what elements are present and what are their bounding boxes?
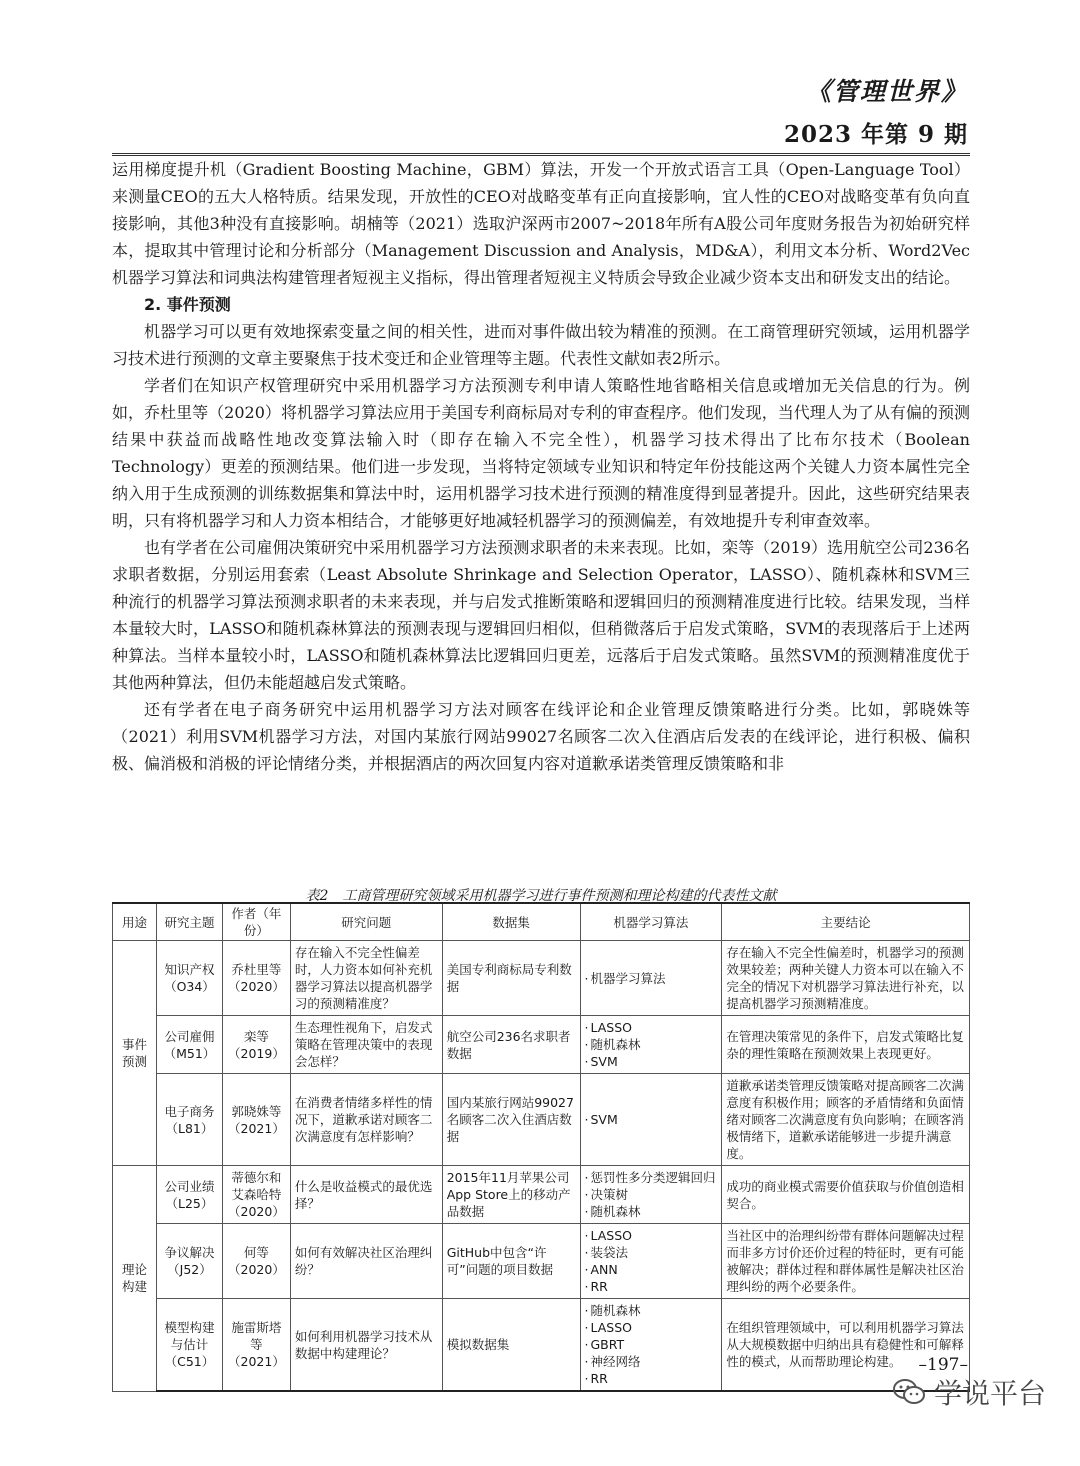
table-row: [113, 1224, 970, 1299]
purpose-cell: 理论构建: [113, 1166, 157, 1392]
algorithm-item: · RR: [585, 1278, 718, 1295]
algorithm-list: [585, 1019, 718, 1070]
topic-cell: 争议解决（J52）: [156, 1224, 222, 1299]
algorithm-list: [585, 1111, 718, 1128]
paragraph: 运用梯度提升机（Gradient Boosting Machine，GBM）算法，开发一个开放式语言工具（Open-Language Tool）来测量CEO的五大人格特质。结果发现，开放性的CEO对战略变革有正向直接影响，宜人性的CEO对战略变革有负向直接影响，其他3种没有直接影响。胡楠等（2021）选取沪深两市2007~2018年所有A股公司年度财务报告为初始研究样本，提取其中管理讨论和分析部分（Management Discussion and Analysis，MD&A），利用文本分析、Word2Vec机器学习算法和词典法构建管理者短视主义指标，得出管理者短视主义特质会导致企业减少资本支出和研发支出的结论。: [112, 160, 970, 287]
column-header: 研究问题: [290, 903, 442, 941]
conclusion-cell: 当社区中的治理纠纷带有群体问题解决过程而非多方讨价还价过程的特征时，更有可能被解决；群体过程和群体属性是解决社区治理纠纷的两个必要条件。: [722, 1224, 970, 1299]
question-cell: 什么是收益模式的最优选择？: [290, 1166, 442, 1224]
algorithm-item: · ANN: [585, 1261, 718, 1278]
algorithm-item: · 随机森林: [585, 1203, 718, 1220]
topic-cell: 电子商务（L81）: [156, 1074, 222, 1166]
conclusion-cell: 在组织管理领域中，可以利用机器学习算法从大规模数据中归纳出具有稳健性和可解释性的模式，从而帮助理论构建。: [722, 1299, 970, 1392]
journal-title: 《管理世界》: [805, 77, 968, 106]
author-cell: 蒂德尔和艾森哈特（2020）: [222, 1166, 290, 1224]
algorithm-item: · 惩罚性多分类逻辑回归: [585, 1169, 718, 1186]
paragraph: 学者们在知识产权管理研究中采用机器学习方法预测专利申请人策略性地省略相关信息或增加无关信息的行为。例如，乔杜里等（2020）将机器学习算法应用于美国专利商标局对专利的审查程序。他们发现，当代理人为了从有偏的预测结果中获益而战略性地改变算法输入时（即存在输入不完全性），机器学习技术得出了比布尔技术（Boolean Technology）更差的预测结果。他们进一步发现，当将特定领域专业知识和特定年份技能这两个关键人力资本属性完全纳入用于生成预测的训练数据集和算法中时，运用机器学习技术进行预测的精准度得到显著提升。因此，这些研究结果表明，只有将机器学习和人力资本相结合，才能够更好地减轻机器学习的预测偏差，有效地提升专利审查效率。: [112, 376, 970, 530]
algorithm-item: · GBRT: [585, 1336, 718, 1353]
algorithm-list: [585, 1169, 718, 1220]
algorithm-item: · RR: [585, 1370, 718, 1387]
watermark: [892, 1372, 1046, 1412]
purpose-cell: 事件预测: [113, 941, 157, 1166]
algorithm-item: · 随机森林: [585, 1302, 718, 1319]
column-header: 研究主题: [156, 903, 222, 941]
algorithm-cell: [580, 1016, 722, 1074]
author-cell: 施雷斯塔等（2021）: [222, 1299, 290, 1392]
article-body: [112, 156, 970, 777]
column-header: 用途: [113, 903, 157, 941]
table-row: [113, 941, 970, 1016]
author-cell: 乔杜里等（2020）: [222, 941, 290, 1016]
page-number: –197–: [918, 1355, 968, 1375]
dataset-cell: 国内某旅行网站99027名顾客二次入住酒店数据: [442, 1074, 580, 1166]
conclusion-cell: 道歉承诺类管理反馈策略对提高顾客二次满意度有积极作用；顾客的矛盾情绪和负面情绪对顾客二次满意度有负向影响；在顾客消极情绪下，道歉承诺能够进一步提升满意度。: [722, 1074, 970, 1166]
conclusion-cell: 成功的商业模式需要价值获取与价值创造相契合。: [722, 1166, 970, 1224]
question-cell: 如何有效解决社区治理纠纷？: [290, 1224, 442, 1299]
column-header: 主要结论: [722, 903, 970, 941]
paragraph: 还有学者在电子商务研究中运用机器学习方法对顾客在线评论和企业管理反馈策略进行分类。比如，郭晓姝等（2021）利用SVM机器学习方法，对国内某旅行网站99027名顾客二次入住酒店后发表的在线评论，进行积极、偏积极、偏消极和消极的评论情绪分类，并根据酒店的两次回复内容对道歉承诺类管理反馈策略和非: [112, 700, 970, 773]
column-header: 作者（年份）: [222, 903, 290, 941]
author-cell: 栾等（2019）: [222, 1016, 290, 1074]
algorithm-item: · LASSO: [585, 1319, 718, 1336]
topic-cell: 公司业绩（L25）: [156, 1166, 222, 1224]
algorithm-item: · 决策树: [585, 1186, 718, 1203]
author-cell: 郭晓姝等（2021）: [222, 1074, 290, 1166]
table-row: [113, 1166, 970, 1224]
dataset-cell: 模拟数据集: [442, 1299, 580, 1392]
algorithm-item: · 机器学习算法: [585, 970, 718, 987]
table-header-row: [113, 903, 970, 941]
algorithm-list: [585, 1302, 718, 1387]
conclusion-cell: 在管理决策常见的条件下，启发式策略比复杂的理性策略在预测效果上表现更好。: [722, 1016, 970, 1074]
table-row: [113, 1074, 970, 1166]
section-heading: 2. 事件预测: [144, 295, 231, 314]
paragraph: 机器学习可以更有效地探索变量之间的相关性，进而对事件做出较为精准的预测。在工商管理研究领域，运用机器学习技术进行预测的文章主要聚焦于技术变迁和企业管理等主题。代表性文献如表2所示。: [112, 322, 970, 368]
topic-cell: 公司雇佣（M51）: [156, 1016, 222, 1074]
algorithm-item: · 神经网络: [585, 1353, 718, 1370]
column-header: 数据集: [442, 903, 580, 941]
table-row: [113, 1016, 970, 1074]
algorithm-cell: [580, 1299, 722, 1392]
table-row: [113, 1299, 970, 1392]
topic-cell: 模型构建与估计（C51）: [156, 1299, 222, 1392]
watermark-text: 学说平台: [933, 1377, 1046, 1410]
author-cell: 何等（2020）: [222, 1224, 290, 1299]
question-cell: 存在输入不完全性偏差时，人力资本如何补充机器学习算法以提高机器学习的预测精准度？: [290, 941, 442, 1016]
dataset-cell: 2015年11月苹果公司App Store上的移动产品数据: [442, 1166, 580, 1224]
topic-cell: 知识产权（O34）: [156, 941, 222, 1016]
reference-table: [112, 902, 970, 1392]
question-cell: 生态理性视角下，启发式策略在管理决策中的表现会怎样？: [290, 1016, 442, 1074]
algorithm-item: · LASSO: [585, 1019, 718, 1036]
algorithm-item: · 随机森林: [585, 1036, 718, 1053]
algorithm-item: · SVM: [585, 1111, 718, 1128]
algorithm-item: · 装袋法: [585, 1244, 718, 1261]
column-header: 机器学习算法: [580, 903, 722, 941]
algorithm-cell: [580, 1074, 722, 1166]
paragraph: 也有学者在公司雇佣决策研究中采用机器学习方法预测求职者的未来表现。比如，栾等（2019）选用航空公司236名求职者数据，分别运用套索（Least Absolute Shrinkage and Selection Operator，LASSO）、随机森林和SVM三种流行的机器学习算法预测求职者的未来表现，并与启发式推断策略和逻辑回归的预测精准度进行比较。结果发现，当样本量较大时，LASSO和随机森林算法的预测表现与逻辑回归相似，但稍微落后于启发式策略，SVM的表现落后于上述两种算法。当样本量较小时，LASSO和随机森林算法比逻辑回归更差，远落后于启发式策略。虽然SVM的预测精准度优于其他两种算法，但仍未能超越启发式策略。: [112, 538, 970, 692]
table-caption: 表2 工商管理研究领域采用机器学习进行事件预测和理论构建的代表性文献: [305, 888, 777, 904]
dataset-cell: 航空公司236名求职者数据: [442, 1016, 580, 1074]
issue-label: 2023 年第 9 期: [783, 121, 968, 148]
dataset-cell: 美国专利商标局专利数据: [442, 941, 580, 1016]
question-cell: 如何利用机器学习技术从数据中构建理论？: [290, 1299, 442, 1392]
algorithm-cell: [580, 1224, 722, 1299]
algorithm-cell: [580, 941, 722, 1016]
algorithm-cell: [580, 1166, 722, 1224]
algorithm-list: [585, 970, 718, 987]
algorithm-list: [585, 1227, 718, 1295]
dataset-cell: GitHub中包含“许可”问题的项目数据: [442, 1224, 580, 1299]
algorithm-item: · LASSO: [585, 1227, 718, 1244]
wechat-icon: [892, 1377, 926, 1407]
question-cell: 在消费者情绪多样性的情况下，道歉承诺对顾客二次满意度有怎样影响？: [290, 1074, 442, 1166]
algorithm-item: · SVM: [585, 1053, 718, 1070]
conclusion-cell: 存在输入不完全性偏差时，机器学习的预测效果较差；两种关键人力资本可以在输入不完全的情况下对机器学习算法进行补充，以提高机器学习预测精准度。: [722, 941, 970, 1016]
